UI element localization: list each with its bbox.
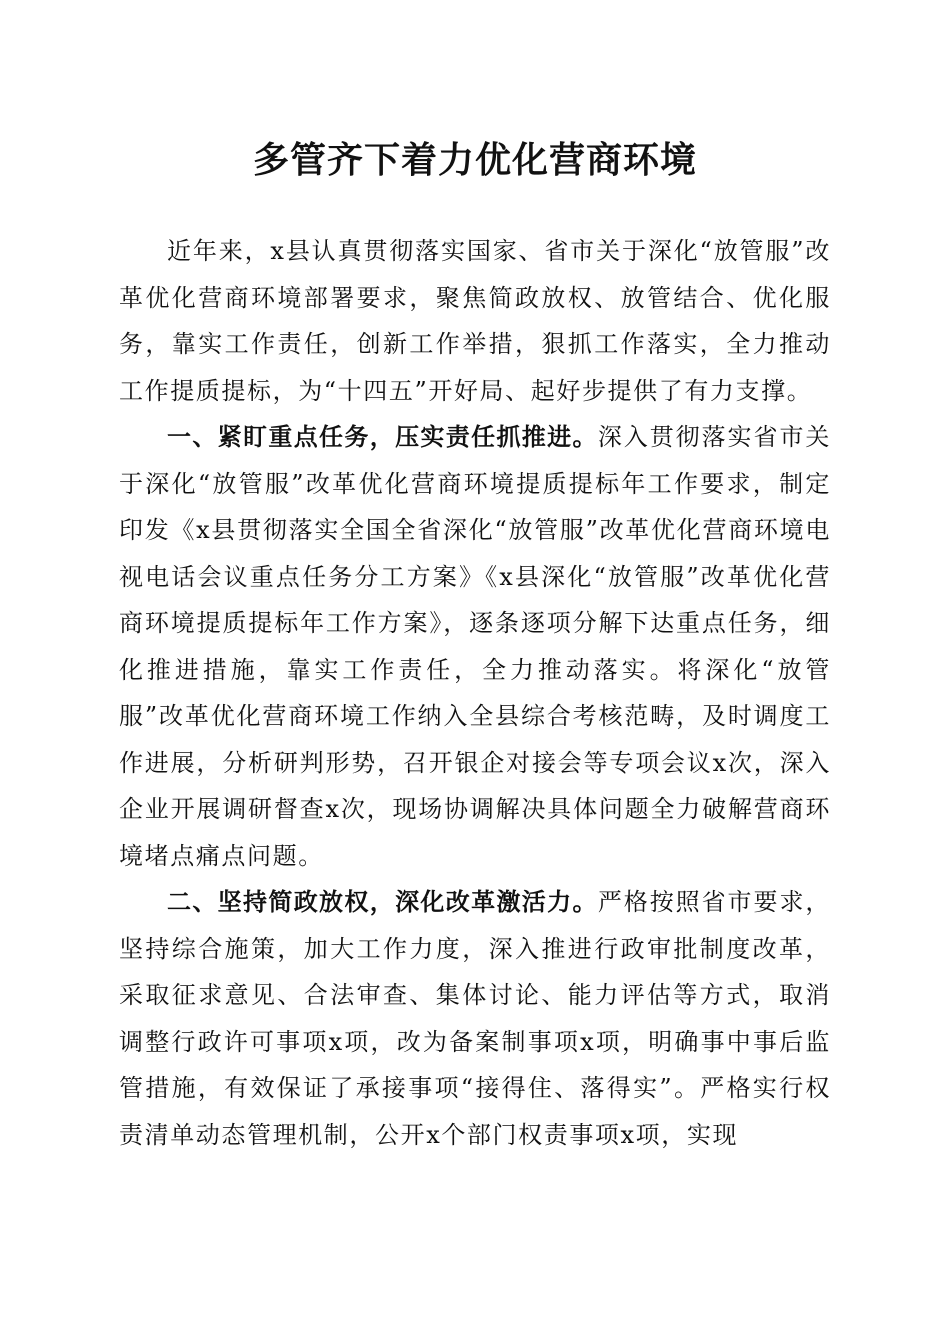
document-title: 多管齐下着力优化营商环境	[252, 139, 697, 181]
section-1-paragraph	[119, 414, 831, 879]
section-1-text: 深入贯彻落实省市关于深化“放管服”改革优化营商环境提质提标年工作要求，制定印发《x县贯彻落实全国全省深化“放管服”改革优化营商环境电视电话会议重点任务分工方案》《x县深化“放管服”改革优化营商环境提质提标年工作方案》，逐条逐项分解下达重点任务，细化推进措施，靠实工作责任，全力推动落实。将深化“放管服”改革优化营商环境工作纳入全县综合考核范畴，及时调度工作进展，分析研判形势，召开银企对接会等专项会议x次，深入企业开展调研督查x次，现场协调解决具体问题全力破解营商环境堵点痛点问题。	[119, 423, 831, 870]
section-2-heading: 二、坚持简政放权，深化改革激活力。	[167, 888, 598, 916]
section-2-text: 严格按照省市要求，坚持综合施策，加大工作力度，深入推进行政审批制度改革，采取征求意见、合法审查、集体讨论、能力评估等方式，取消调整行政许可事项x项，改为备案制事项x项，明确事中事后监管措施，有效保证了承接事项“接得住、落得实”。严格实行权责清单动态管理机制，公开x个部门权责事项x项，实现	[119, 888, 831, 1149]
document-body	[119, 228, 831, 1158]
intro-paragraph	[119, 228, 831, 414]
section-2-paragraph	[119, 879, 831, 1158]
intro-paragraph-text: 近年来，x县认真贯彻落实国家、省市关于深化“放管服”改革优化营商环境部署要求，聚焦简政放权、放管结合、优化服务，靠实工作责任，创新工作举措，狠抓工作落实，全力推动工作提质提标，为“十四五”开好局、起好步提供了有力支撑。	[119, 237, 831, 405]
section-1-heading: 一、紧盯重点任务，压实责任抓推进。	[167, 423, 598, 451]
